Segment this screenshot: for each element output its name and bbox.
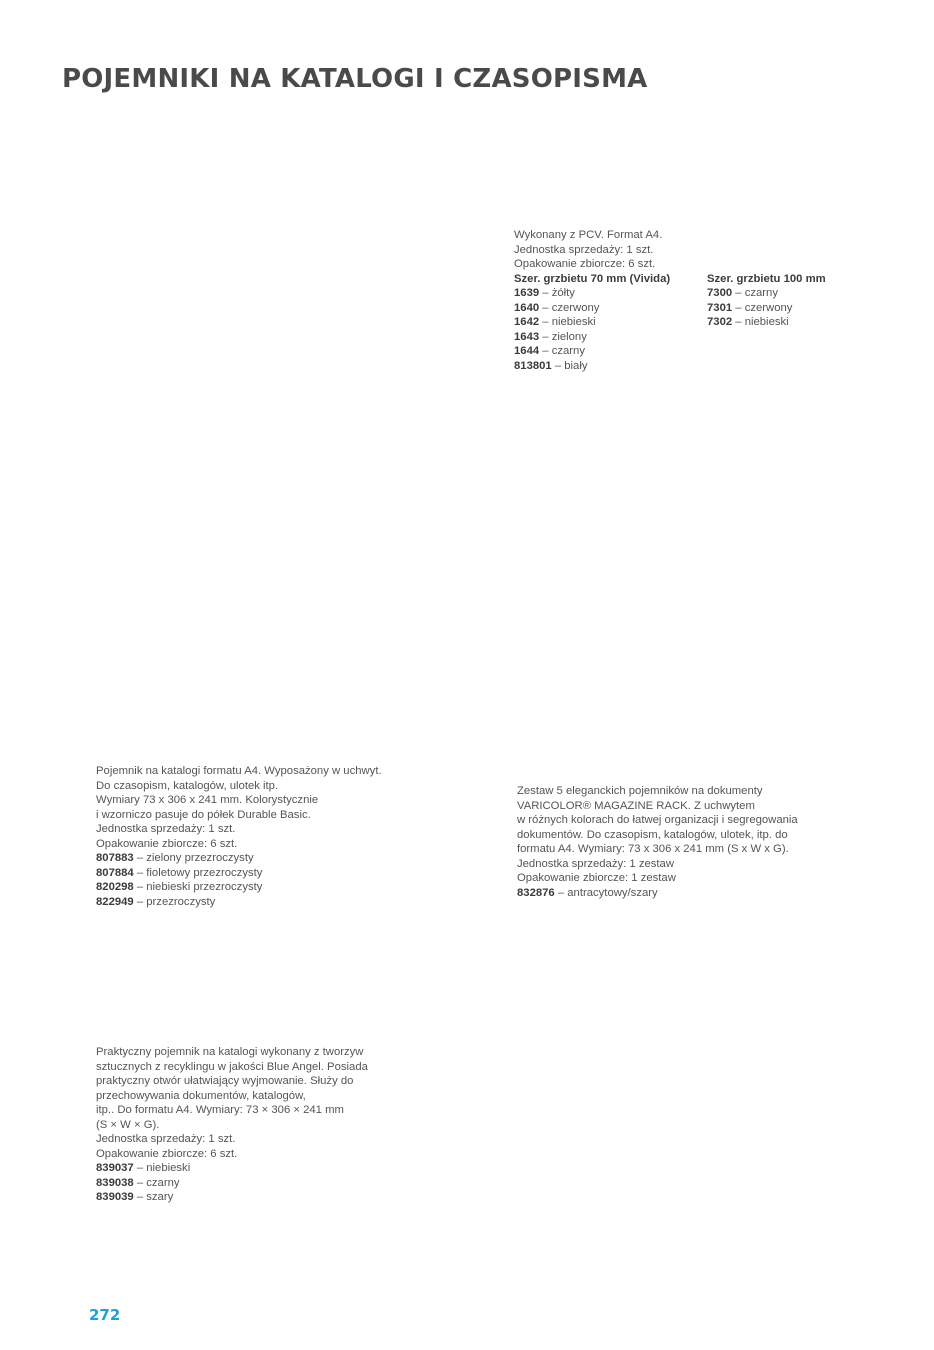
column-heading: Szer. grzbietu 70 mm (Vivida) <box>514 272 671 285</box>
desc-line: VARICOLOR® MAGAZINE RACK. Z uchwytem <box>517 799 755 812</box>
product-code: 7302 <box>707 316 733 328</box>
desc-line: Jednostka sprzedaży: 1 szt. <box>96 823 236 835</box>
variant-label: – niebieski <box>732 316 789 328</box>
desc-line: Do czasopism, katalogów, ulotek itp. <box>96 779 279 792</box>
desc-line: Wymiary 73 x 306 x 241 mm. Kolorystycznie <box>96 794 319 806</box>
product-code: 1640 <box>514 301 540 314</box>
product-code: 820298 <box>96 881 134 893</box>
page-title: POJEMNIKI NA KATALOGI I CZASOPISMA <box>62 64 648 94</box>
variant-item <box>707 286 826 301</box>
variant-item <box>514 286 707 301</box>
variant-label: – szary <box>133 1191 174 1203</box>
desc-line: itp.. Do formatu A4. Wymiary: 73 × 306 × 241 mm <box>96 1104 344 1116</box>
variant-item <box>707 301 826 316</box>
variant-label: – czarny <box>133 1176 180 1189</box>
desc-line: dokumentów. Do czasopism, katalogów, ulotek, itp. do <box>517 828 788 841</box>
variant-item <box>517 886 798 901</box>
variant-item <box>514 301 707 316</box>
desc-line: Pojemnik na katalogi formatu A4. Wyposażony w uchwyt. <box>96 765 382 777</box>
variant-item <box>514 330 707 345</box>
variant-label: – czerwony <box>732 301 793 314</box>
product-description-2 <box>96 764 382 909</box>
desc-line: Zestaw 5 eleganckich pojemników na dokumenty <box>517 785 763 797</box>
desc-line: sztucznych z recyklingu w jakości Blue Angel. Posiada <box>96 1060 368 1073</box>
page-number: 272 <box>89 1306 121 1324</box>
product-description-4 <box>96 1045 368 1205</box>
variant-label: – czarny <box>732 287 778 299</box>
desc-line: w różnych kolorach do łatwej organizacji i segregowania <box>517 814 798 826</box>
variant-column-100mm <box>707 272 826 374</box>
variant-item <box>96 1176 368 1191</box>
variant-label: – biały <box>551 359 588 372</box>
variant-label: – antracytowy/szary <box>554 886 658 899</box>
desc-line: Jednostka sprzedaży: 1 zestaw <box>517 857 674 870</box>
desc-line: Wykonany z PCV. Format A4. <box>514 229 663 241</box>
product-code: 839037 <box>96 1162 134 1174</box>
variant-item <box>514 359 707 374</box>
desc-line: praktyczny otwór ułatwiający wyjmowanie. Służy do <box>96 1075 354 1087</box>
product-code: 807883 <box>96 852 134 864</box>
column-heading: Szer. grzbietu 100 mm <box>707 272 826 285</box>
variant-label: – niebieski przezroczysty <box>133 881 263 893</box>
variant-label: – żółty <box>539 287 575 299</box>
product-description-3 <box>517 784 798 900</box>
variant-label: – niebieski <box>539 316 596 328</box>
product-code: 839039 <box>96 1191 134 1203</box>
variant-item <box>514 315 707 330</box>
variant-column-70mm <box>514 272 707 374</box>
product-code: 832876 <box>517 886 555 899</box>
product-code: 813801 <box>514 359 552 372</box>
desc-line: Opakowanie zbiorcze: 1 zestaw <box>517 872 676 884</box>
desc-line: Jednostka sprzedaży: 1 szt. <box>514 243 654 256</box>
desc-line: przechowywania dokumentów, katalogów, <box>96 1089 306 1102</box>
variant-item <box>514 344 707 359</box>
variant-label: – przezroczysty <box>133 895 216 908</box>
variant-item <box>96 1190 368 1205</box>
variant-item <box>96 866 382 881</box>
variant-item <box>96 880 382 895</box>
variant-label: – fioletowy przezroczysty <box>133 866 263 879</box>
product-code: 7301 <box>707 301 733 314</box>
variant-item <box>96 851 382 866</box>
product-code: 1643 <box>514 330 540 343</box>
desc-line: Opakowanie zbiorcze: 6 szt. <box>96 1147 238 1160</box>
variant-item <box>96 895 382 910</box>
variant-item <box>707 315 826 330</box>
desc-line: Jednostka sprzedaży: 1 szt. <box>96 1133 236 1145</box>
product-code: 822949 <box>96 895 134 908</box>
product-code: 1644 <box>514 345 540 357</box>
product-code: 807884 <box>96 866 134 879</box>
product-code: 1642 <box>514 316 540 328</box>
variant-label: – zielony przezroczysty <box>133 852 254 864</box>
desc-line: i wzorniczo pasuje do półek Durable Basic. <box>96 808 311 821</box>
variant-label: – zielony <box>539 330 587 343</box>
desc-line: Opakowanie zbiorcze: 6 szt. <box>96 837 238 850</box>
product-code: 7300 <box>707 287 733 299</box>
variant-label: – niebieski <box>133 1162 191 1174</box>
product-code: 1639 <box>514 287 540 299</box>
desc-line: Praktyczny pojemnik na katalogi wykonany z tworzyw <box>96 1046 364 1058</box>
desc-line: formatu A4. Wymiary: 73 x 306 x 241 mm (S x W x G). <box>517 843 789 855</box>
desc-line: (S × W × G). <box>96 1118 160 1131</box>
desc-line: Opakowanie zbiorcze: 6 szt. <box>514 258 656 270</box>
variant-label: – czarny <box>539 345 585 357</box>
variant-item <box>96 1161 368 1176</box>
product-code: 839038 <box>96 1176 134 1189</box>
variant-label: – czerwony <box>539 301 600 314</box>
product-description-1 <box>514 228 826 373</box>
variant-columns <box>514 272 826 374</box>
